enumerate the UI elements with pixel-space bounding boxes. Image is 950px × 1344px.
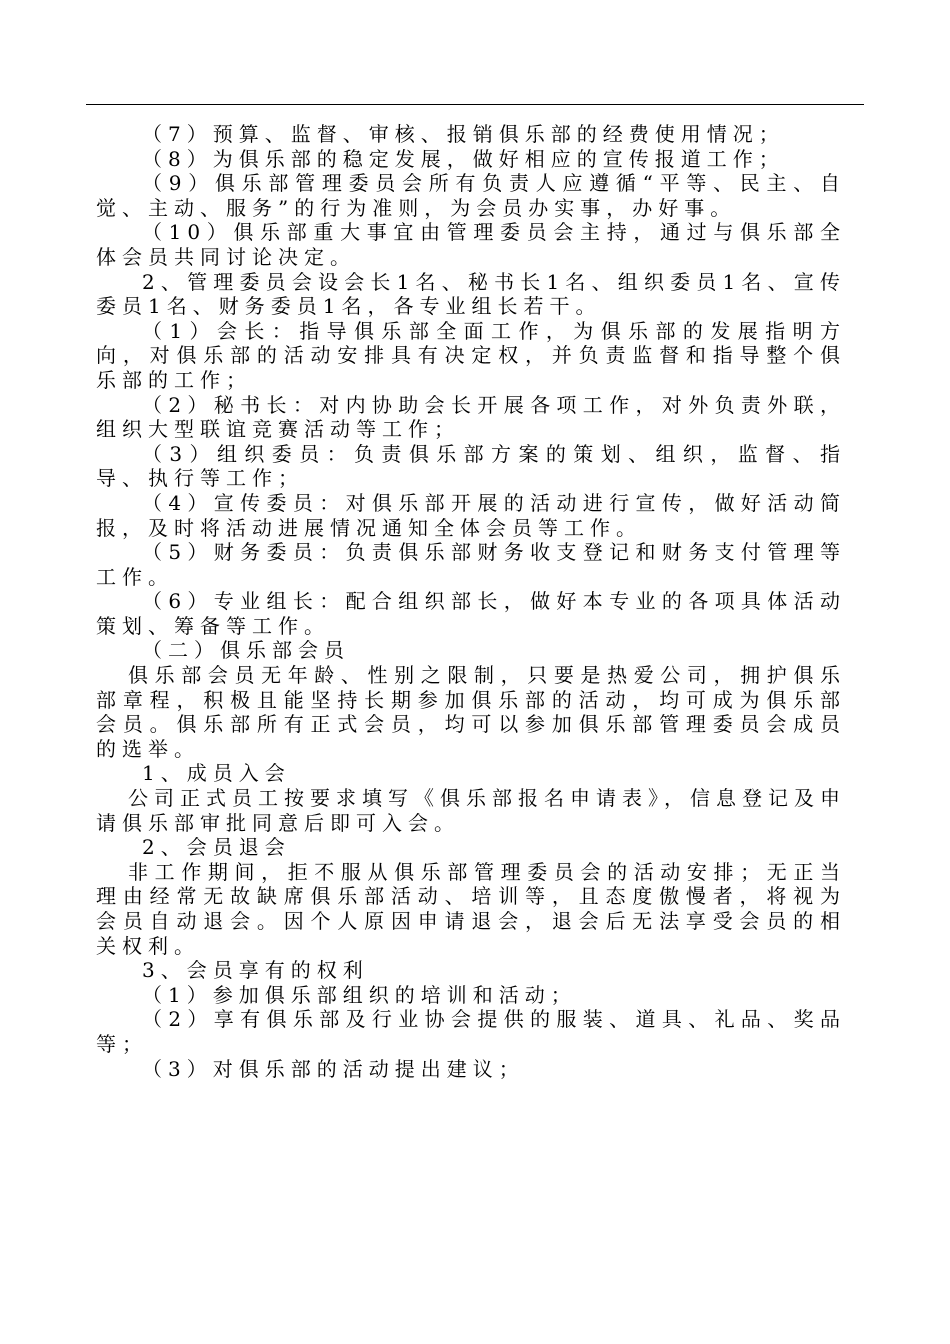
paragraph: （7）预算、监督、审核、报销俱乐部的经费使用情况； xyxy=(142,122,785,146)
paragraph: （2）秘书长：对内协助会长开展各项工作，对外负责外联，组织大型联谊竞赛活动等工作； xyxy=(96,392,846,442)
subsection-heading: 2、会员退会 xyxy=(142,835,291,860)
header-rule xyxy=(86,104,864,105)
paragraph: （4）宣传委员：对俱乐部开展的活动进行宣传，做好活动简报，及时将活动进展情况通知全体会员等工作。 xyxy=(96,490,846,540)
paragraph: （2）享有俱乐部及行业协会提供的服装、道具、礼品、奖品等； xyxy=(96,1007,846,1056)
subsection-heading: 1、成员入会 xyxy=(142,761,291,786)
paragraph: （1）会长：指导俱乐部全面工作，为俱乐部的发展指明方向，对俱乐部的活动安排具有决定权，并负责监督和指导整个俱乐部的工作； xyxy=(96,318,846,392)
document-body xyxy=(96,122,846,1081)
paragraph: （6）专业组长：配合组织部长，做好本专业的各项具体活动策划、筹备等工作。 xyxy=(96,589,846,638)
paragraph: （3）对俱乐部的活动提出建议； xyxy=(142,1056,525,1081)
paragraph: （1）参加俱乐部组织的培训和活动； xyxy=(142,982,577,1007)
paragraph: （10）俱乐部重大事宜由管理委员会主持，通过与俱乐部全体会员共同讨论决定。 xyxy=(96,220,846,269)
paragraph: （3）组织委员：负责俱乐部方案的策划、组织，监督、指导、执行等工作； xyxy=(96,441,846,491)
subsection-heading: 3、会员享有的权利 xyxy=(142,958,369,983)
paragraph: 俱乐部会员无年龄、性别之限制，只要是热爱公司，拥护俱乐部章程，积极且能坚持长期参加俱乐部的活动，均可成为俱乐部会员。俱乐部所有正式会员，均可以参加俱乐部管理委员会成员的选举。 xyxy=(96,663,846,761)
paragraph: （8）为俱乐部的稳定发展，做好相应的宣传报道工作； xyxy=(142,146,785,171)
paragraph: （5）财务委员：负责俱乐部财务收支登记和财务支付管理等工作。 xyxy=(96,540,846,589)
paragraph: 公司正式员工按要求填写《俱乐部报名申请表》，信息登记及申请俱乐部审批同意后即可入会。 xyxy=(96,786,846,835)
paragraph: （9）俱乐部管理委员会所有负责人应遵循“平等、民主、自觉、主动、服务”的行为准则，为会员办实事，办好事。 xyxy=(96,171,846,220)
paragraph: 非工作期间，拒不服从俱乐部管理委员会的活动安排；无正当理由经常无故缺席俱乐部活动、培训等，且态度傲慢者，将视为会员自动退会。因个人原因申请退会，退会后无法享受会员的相关权利。 xyxy=(96,859,846,958)
paragraph: 2、管理委员会设会长1名、秘书长1名、组织委员1名、宣传委员1名、财务委员1名，各专业组长若干。 xyxy=(96,269,846,319)
section-heading: （二）俱乐部会员 xyxy=(142,638,350,663)
